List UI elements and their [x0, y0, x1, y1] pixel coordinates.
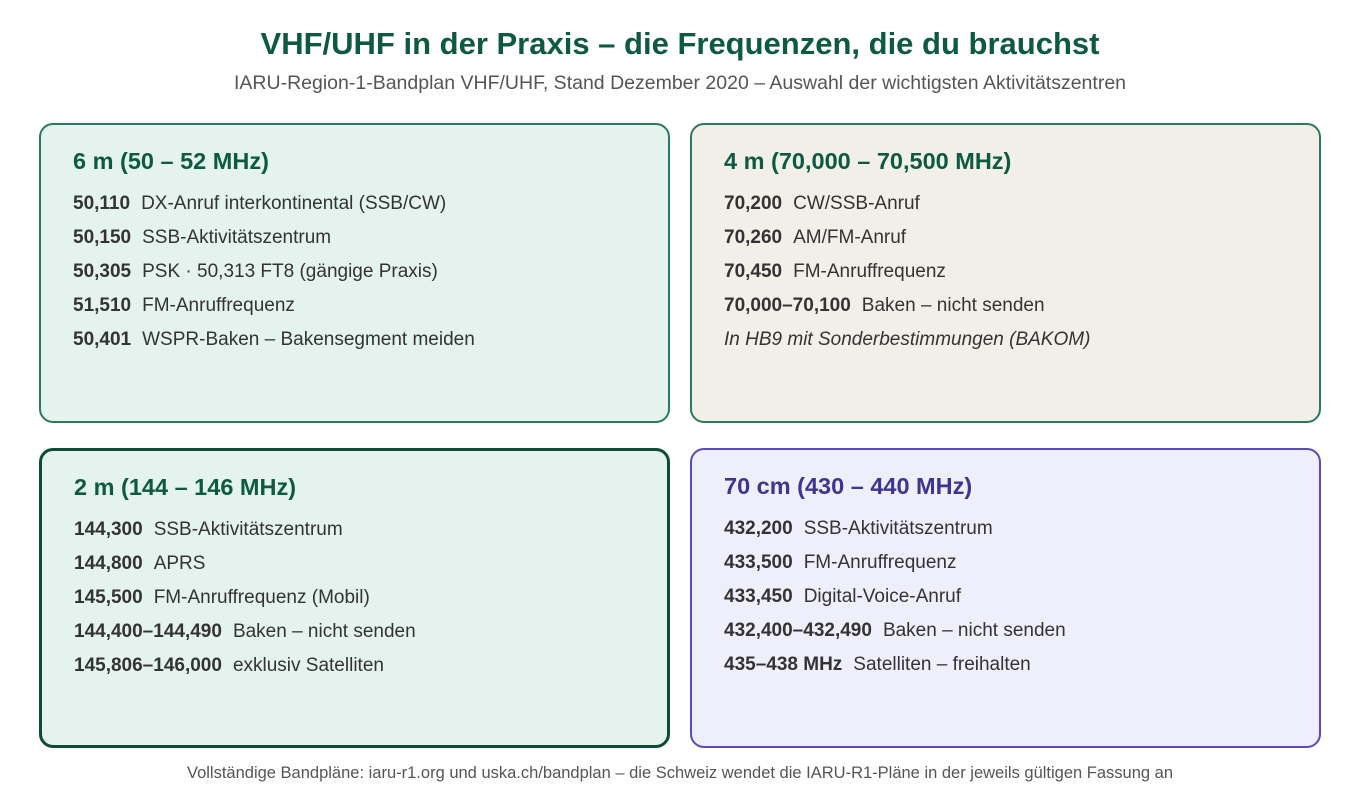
band-title-2m: 2 m (144 – 146 MHz)	[74, 474, 297, 500]
frequency-value: 144,400–144,490	[74, 621, 222, 642]
frequency-entry	[724, 580, 1319, 614]
frequency-description: Baken – nicht senden	[861, 295, 1045, 316]
frequency-description: DX-Anruf interkontinental (SSB/CW)	[141, 193, 447, 214]
frequency-description: Satelliten – freihalten	[853, 654, 1031, 675]
frequency-description: Baken – nicht senden	[232, 621, 416, 642]
frequency-entry	[73, 221, 668, 255]
frequency-entry	[74, 615, 667, 649]
frequency-entry	[73, 187, 668, 221]
frequency-description: PSK · 50,313 FT8 (gängige Praxis)	[142, 261, 438, 282]
frequency-description: Digital-Voice-Anruf	[803, 586, 962, 607]
frequency-value: 51,510	[73, 295, 132, 316]
frequency-value: 433,500	[724, 552, 793, 573]
frequency-description: CW/SSB-Anruf	[793, 193, 920, 214]
frequency-entry	[724, 289, 1319, 323]
frequency-entry	[724, 187, 1319, 221]
frequency-description: FM-Anruffrequenz	[803, 552, 957, 573]
frequency-value: 432,400–432,490	[724, 620, 872, 641]
frequency-description: WSPR-Baken – Bakensegment meiden	[142, 329, 475, 350]
frequency-entry	[73, 323, 668, 357]
frequency-value: 144,800	[74, 553, 143, 574]
frequency-value: 70,260	[724, 227, 783, 248]
frequency-value: 70,200	[724, 193, 783, 214]
frequency-value: 432,200	[724, 518, 793, 539]
frequency-entry	[724, 221, 1319, 255]
frequency-entry	[724, 648, 1319, 682]
frequency-entry	[74, 649, 667, 683]
band-card-4m	[690, 123, 1321, 423]
frequency-value: 50,150	[73, 227, 132, 248]
frequency-value: 145,500	[74, 587, 143, 608]
frequency-entry	[724, 546, 1319, 580]
frequency-description: SSB-Aktivitätszentrum	[803, 518, 993, 539]
frequency-value: 70,000–70,100	[724, 295, 851, 316]
frequency-value: 435–438 MHz	[724, 654, 843, 675]
band-title-4m: 4 m (70,000 – 70,500 MHz)	[724, 148, 1012, 174]
frequency-description: FM-Anruffrequenz	[142, 295, 295, 316]
frequency-entry	[74, 581, 667, 615]
frequency-entry	[724, 614, 1319, 648]
frequency-value: 50,305	[73, 261, 132, 282]
frequency-description: FM-Anruffrequenz	[793, 261, 946, 282]
band-card-2m	[39, 448, 670, 748]
band-title-70cm: 70 cm (430 – 440 MHz)	[724, 473, 973, 499]
frequency-description: AM/FM-Anruf	[793, 227, 907, 248]
frequency-entry	[74, 513, 667, 547]
frequency-list-2m	[74, 513, 667, 683]
band-card-6m	[39, 123, 670, 423]
frequency-value: 433,450	[724, 586, 793, 607]
band-note-4m: In HB9 mit Sonderbestimmungen (BAKOM)	[724, 329, 1091, 350]
frequency-value: 145,806–146,000	[74, 655, 222, 676]
frequency-entry	[724, 255, 1319, 289]
band-card-70cm	[690, 448, 1321, 748]
frequency-list-6m	[73, 187, 668, 357]
frequency-description: SSB-Aktivitätszentrum	[142, 227, 332, 248]
page-footer: Vollständige Bandpläne: iaru-r1.org und uska.ch/bandplan – die Schweiz wendet die IARU-R1-Pläne in der jeweils gültigen Fassung an	[186, 764, 1174, 782]
frequency-entry	[724, 512, 1319, 546]
frequency-description: SSB-Aktivitätszentrum	[153, 519, 343, 540]
frequency-entry	[74, 547, 667, 581]
frequency-description: APRS	[153, 553, 206, 574]
frequency-description: Baken – nicht senden	[882, 620, 1066, 641]
frequency-entry	[73, 255, 668, 289]
frequency-description: exklusiv Satelliten	[232, 655, 384, 676]
frequency-value: 144,300	[74, 519, 143, 540]
frequency-list-4m	[724, 187, 1319, 323]
frequency-entry	[73, 289, 668, 323]
frequency-value: 50,110	[73, 193, 131, 214]
page-title: VHF/UHF in der Praxis – die Frequenzen, die du brauchst	[260, 26, 1100, 61]
frequency-description: FM-Anruffrequenz (Mobil)	[153, 587, 370, 608]
page-subtitle: IARU-Region-1-Bandplan VHF/UHF, Stand Dezember 2020 – Auswahl der wichtigsten Aktivitätszentren	[233, 72, 1127, 94]
frequency-value: 70,450	[724, 261, 783, 282]
band-title-6m: 6 m (50 – 52 MHz)	[73, 148, 269, 174]
frequency-list-70cm	[724, 512, 1319, 682]
frequency-value: 50,401	[73, 329, 132, 350]
